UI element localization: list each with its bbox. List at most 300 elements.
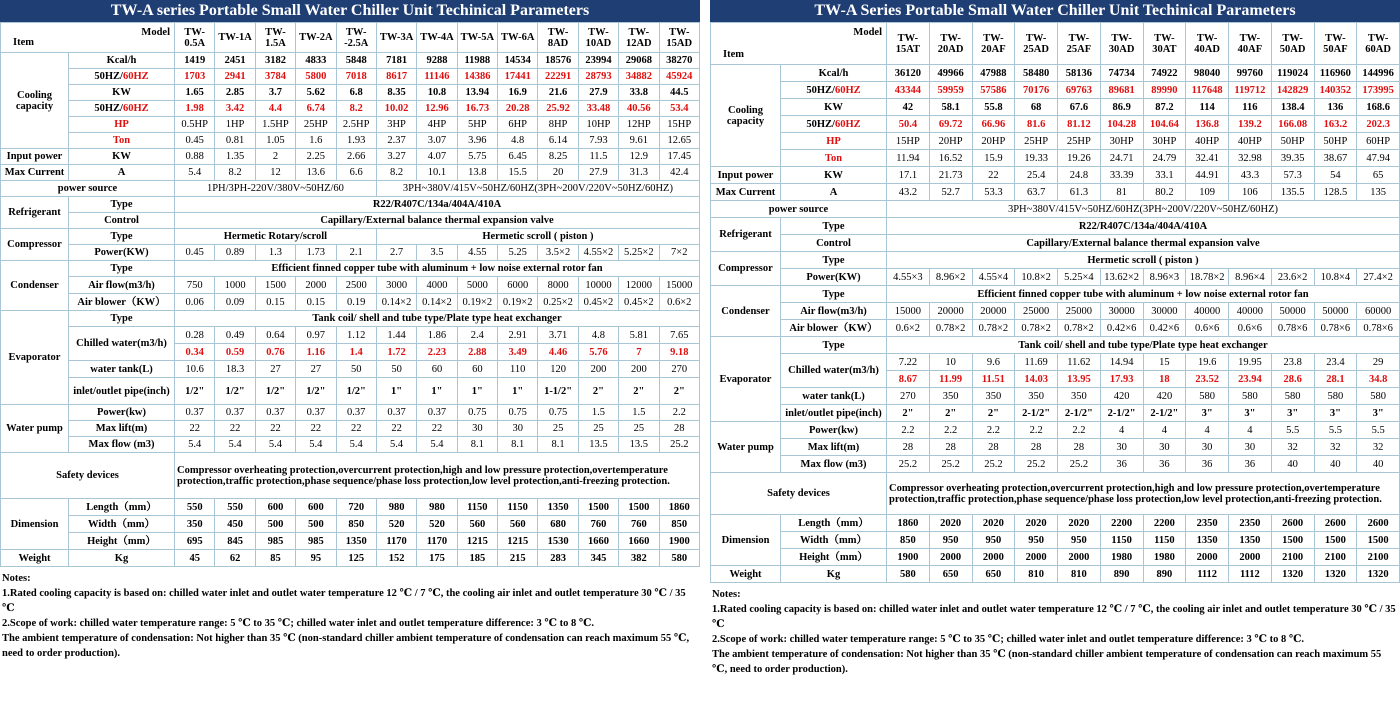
value-cell: 2-1/2": [1058, 405, 1101, 422]
value-cell: 173995: [1357, 82, 1400, 99]
value-cell: 1900: [659, 533, 700, 550]
value-cell: 2000: [929, 549, 972, 566]
value-cell: 3.71: [538, 327, 578, 344]
value-cell: 32.41: [1186, 150, 1229, 167]
value-cell: 1980: [1100, 549, 1143, 566]
value-cell: 16.52: [929, 150, 972, 167]
value-cell: 2-1/2": [1143, 405, 1186, 422]
airflow-label: Air flow(m3/h): [781, 303, 887, 320]
value-cell: 0.45×2: [619, 294, 659, 311]
value-cell: 5.81: [619, 327, 659, 344]
value-cell: 2100: [1314, 549, 1357, 566]
value-cell: 40: [1314, 456, 1357, 473]
table-row: [711, 439, 1400, 456]
value-cell: 6.74: [296, 101, 336, 117]
value-cell: 1112: [1186, 566, 1229, 583]
value-cell: 2020: [972, 515, 1015, 532]
value-cell: 117648: [1186, 82, 1229, 99]
table-row: [1, 421, 700, 437]
value-cell: 19.6: [1186, 354, 1229, 371]
value-cell: 0.78×2: [929, 320, 972, 337]
value-cell: 13.94: [457, 85, 497, 101]
table-row: [1, 213, 700, 229]
value-cell: 32.98: [1229, 150, 1272, 167]
width-label: Width（mm）: [781, 532, 887, 549]
value-cell: 850: [659, 516, 700, 533]
value-cell: 3.27: [376, 149, 416, 165]
refrigerant-type: R22/R407C/134a/404A/410A: [175, 197, 700, 213]
value-cell: 30: [1100, 439, 1143, 456]
value-cell: 1320: [1271, 566, 1314, 583]
value-cell: 420: [1143, 388, 1186, 405]
note-line: 1.Rated cooling capacity is based on: chilled water inlet and outlet water temperature 12 ℃ / 7 ℃, the cooling air inlet and outlet temperature 30 ℃ / 35 ℃: [712, 604, 1396, 630]
value-cell: 1900: [887, 549, 930, 566]
value-cell: 3": [1186, 405, 1229, 422]
value-cell: 0.76: [255, 344, 295, 361]
value-cell: 1660: [619, 533, 659, 550]
value-cell: 2.88: [457, 344, 497, 361]
value-cell: 2": [929, 405, 972, 422]
value-cell: 3.5×2: [538, 245, 578, 261]
model-name-cell: TW-3A: [376, 23, 416, 53]
value-cell: 350: [1058, 388, 1101, 405]
value-cell: 1112: [1229, 566, 1272, 583]
value-cell: 985: [296, 533, 336, 550]
value-cell: 950: [929, 532, 972, 549]
value-cell: 1.73: [296, 245, 336, 261]
value-cell: 2.4: [457, 327, 497, 344]
value-cell: 30: [457, 421, 497, 437]
value-cell: 3.5: [417, 245, 457, 261]
value-cell: 50.4: [887, 116, 930, 133]
table-row: [711, 116, 1400, 133]
value-cell: 66.96: [972, 116, 1015, 133]
value-cell: 950: [972, 532, 1015, 549]
value-cell: 3": [1271, 405, 1314, 422]
value-cell: 1.6: [296, 133, 336, 149]
value-cell: 19.95: [1229, 354, 1272, 371]
value-cell: 0.78×2: [972, 320, 1015, 337]
value-cell: 0.78×6: [1314, 320, 1357, 337]
value-cell: 20HP: [929, 133, 972, 150]
value-cell: 850: [887, 532, 930, 549]
value-cell: 60: [417, 361, 457, 378]
value-cell: 0.6×6: [1229, 320, 1272, 337]
value-cell: 2.85: [215, 85, 255, 101]
value-cell: 25.2: [659, 437, 700, 453]
value-cell: 136.8: [1186, 116, 1229, 133]
value-cell: 4HP: [417, 117, 457, 133]
value-cell: 27.4×2: [1357, 269, 1400, 286]
value-cell: 34882: [619, 69, 659, 85]
model-name-cell: TW-12AD: [619, 23, 659, 53]
value-cell: 500: [296, 516, 336, 533]
value-cell: 11.51: [972, 371, 1015, 388]
note-line: Notes:: [2, 573, 31, 584]
value-cell: 2451: [215, 53, 255, 69]
value-cell: 4.55×3: [887, 269, 930, 286]
value-cell: 50000: [1271, 303, 1314, 320]
model-name-cell: TW-1A: [215, 23, 255, 53]
value-cell: 20000: [929, 303, 972, 320]
value-cell: 18: [1143, 371, 1186, 388]
value-cell: 0.64: [255, 327, 295, 344]
value-cell: 43.3: [1229, 167, 1272, 184]
value-cell: 3": [1229, 405, 1272, 422]
value-cell: 22: [972, 167, 1015, 184]
value-cell: 29068: [619, 53, 659, 69]
table-row: [1, 550, 700, 567]
value-cell: 1350: [336, 533, 376, 550]
value-cell: 5.25×4: [1058, 269, 1101, 286]
value-cell: 21.6: [538, 85, 578, 101]
table-row: [711, 235, 1400, 252]
hz-60-label: 60HZ: [122, 103, 149, 114]
value-cell: 95: [296, 550, 336, 567]
hz-50-label: 50HZ/: [806, 84, 835, 96]
value-cell: 14.94: [1100, 354, 1143, 371]
table-row: [1, 181, 700, 197]
table-row: [1, 499, 700, 516]
value-cell: 7018: [336, 69, 376, 85]
value-cell: 4: [1143, 422, 1186, 439]
value-cell: 600: [255, 499, 295, 516]
value-cell: 28793: [578, 69, 618, 85]
value-cell: 4.55×2: [578, 245, 618, 261]
value-cell: 86.9: [1100, 99, 1143, 116]
value-cell: 38.67: [1314, 150, 1357, 167]
power-source-value: 3PH~380V/415V~50HZ/60HZ(3PH~200V/220V~50HZ/60HZ): [887, 201, 1400, 218]
value-cell: 0.19×2: [457, 294, 497, 311]
value-cell: 98040: [1186, 65, 1229, 82]
value-cell: 1": [376, 378, 416, 405]
value-cell: 420: [1100, 388, 1143, 405]
value-cell: 30: [1143, 439, 1186, 456]
value-cell: 1.72: [376, 344, 416, 361]
value-cell: 350: [175, 516, 215, 533]
right-notes: [710, 583, 1400, 677]
pump-power-label: Power(kw): [69, 405, 175, 421]
value-cell: 5.25: [498, 245, 538, 261]
value-cell: 140352: [1314, 82, 1357, 99]
water-pump-label: Water pump: [711, 422, 781, 473]
value-cell: 24.71: [1100, 150, 1143, 167]
value-cell: 4: [1186, 422, 1229, 439]
value-cell: 3.42: [215, 101, 255, 117]
value-cell: 1.98: [175, 101, 215, 117]
length-label: Length（mm）: [69, 499, 175, 516]
table-row: [1, 149, 700, 165]
value-cell: 2.37: [376, 133, 416, 149]
model-name-cell: TW-8AD: [538, 23, 578, 53]
value-cell: 28.1: [1314, 371, 1357, 388]
type-label: Type: [781, 218, 887, 235]
value-cell: 3": [1314, 405, 1357, 422]
value-cell: 18576: [538, 53, 578, 69]
value-cell: 283: [538, 550, 578, 567]
value-cell: 119712: [1229, 82, 1272, 99]
value-cell: 0.19: [336, 294, 376, 311]
value-cell: 20000: [972, 303, 1015, 320]
value-cell: 5HP: [457, 117, 497, 133]
value-cell: 30000: [1100, 303, 1143, 320]
water-pump-label: Water pump: [1, 405, 69, 453]
value-cell: 1860: [887, 515, 930, 532]
type-label: Type: [781, 337, 887, 354]
airblower-label: Air blower（KW）: [69, 294, 175, 311]
table-row: [1, 245, 700, 261]
table-row: [711, 82, 1400, 99]
value-cell: 2.25: [296, 149, 336, 165]
value-cell: 85: [255, 550, 295, 567]
value-cell: 136: [1314, 99, 1357, 116]
value-cell: 23994: [578, 53, 618, 69]
ton-label: Ton: [69, 133, 175, 149]
value-cell: 50HP: [1271, 133, 1314, 150]
model-name-cell: TW-30AD: [1100, 23, 1143, 65]
value-cell: 23.4: [1314, 354, 1357, 371]
value-cell: 52.7: [929, 184, 972, 201]
value-cell: 33.1: [1143, 167, 1186, 184]
value-cell: 30: [1186, 439, 1229, 456]
value-cell: 1150: [498, 499, 538, 516]
value-cell: 10.6: [175, 361, 215, 378]
compressor-type: Hermetic scroll ( piston ): [887, 252, 1400, 269]
value-cell: 13.5: [578, 437, 618, 453]
value-cell: 25HP: [1015, 133, 1058, 150]
value-cell: 33.39: [1100, 167, 1143, 184]
value-cell: 21.73: [929, 167, 972, 184]
value-cell: 6.14: [538, 133, 578, 149]
value-cell: 580: [887, 566, 930, 583]
condenser-type: Efficient finned copper tube with aluminum + low noise external rotor fan: [887, 286, 1400, 303]
ton-label: Ton: [781, 150, 887, 167]
value-cell: 1.5: [619, 405, 659, 421]
value-cell: 28.6: [1271, 371, 1314, 388]
weight-label: Weight: [1, 550, 69, 567]
value-cell: 33.8: [619, 85, 659, 101]
value-cell: 500: [255, 516, 295, 533]
value-cell: 50: [376, 361, 416, 378]
value-cell: 25HP: [296, 117, 336, 133]
value-cell: 0.49: [215, 327, 255, 344]
value-cell: 31.3: [619, 165, 659, 181]
value-cell: 30000: [1143, 303, 1186, 320]
value-cell: 19.33: [1015, 150, 1058, 167]
value-cell: 0.37: [417, 405, 457, 421]
pump-flow-label: Max flow (m3): [781, 456, 887, 473]
value-cell: 22: [215, 421, 255, 437]
value-cell: 9.61: [619, 133, 659, 149]
value-cell: 17.45: [659, 149, 700, 165]
value-cell: 0.14×2: [376, 294, 416, 311]
value-cell: 40000: [1229, 303, 1272, 320]
value-cell: 2000: [1015, 549, 1058, 566]
value-cell: 28: [887, 439, 930, 456]
value-cell: 5.4: [417, 437, 457, 453]
value-cell: 4.8: [578, 327, 618, 344]
value-cell: 22291: [538, 69, 578, 85]
value-cell: 0.89: [215, 245, 255, 261]
pump-lift-label: Max lift(m): [69, 421, 175, 437]
value-cell: 22: [417, 421, 457, 437]
value-cell: 0.09: [215, 294, 255, 311]
value-cell: 1.05: [255, 133, 295, 149]
value-cell: 185: [457, 550, 497, 567]
evaporator-type: Tank coil/ shell and tube type/Plate type heat exchanger: [887, 337, 1400, 354]
value-cell: 985: [255, 533, 295, 550]
value-cell: 4: [1100, 422, 1143, 439]
value-cell: 25.2: [929, 456, 972, 473]
value-cell: 2941: [215, 69, 255, 85]
table-row: [1, 101, 700, 117]
refrigerant-type: R22/R407C/134a/404A/410A: [887, 218, 1400, 235]
value-cell: 40HP: [1229, 133, 1272, 150]
value-cell: 1350: [538, 499, 578, 516]
value-cell: 11.99: [929, 371, 972, 388]
value-cell: 28: [659, 421, 700, 437]
model-name-cell: TW-0.5A: [175, 23, 215, 53]
value-cell: 23.94: [1229, 371, 1272, 388]
value-cell: 23.6×2: [1271, 269, 1314, 286]
value-cell: 382: [619, 550, 659, 567]
value-cell: 5.5: [1271, 422, 1314, 439]
value-cell: 15000: [659, 277, 700, 294]
table-row: [1, 437, 700, 453]
value-cell: 70176: [1015, 82, 1058, 99]
value-cell: 15000: [887, 303, 930, 320]
value-cell: 144996: [1357, 65, 1400, 82]
water-tank-label: water tank(L): [69, 361, 175, 378]
value-cell: 0.37: [336, 405, 376, 421]
value-cell: 0.14×2: [417, 294, 457, 311]
value-cell: 0.37: [215, 405, 255, 421]
compressor-type: Hermetic scroll ( piston ): [376, 229, 699, 245]
value-cell: 0.15: [255, 294, 295, 311]
value-cell: 25: [538, 421, 578, 437]
value-cell: 168.6: [1357, 99, 1400, 116]
value-cell: 30HP: [1100, 133, 1143, 150]
value-cell: 8.2: [215, 165, 255, 181]
value-cell: 23.52: [1186, 371, 1229, 388]
table-row: [1, 311, 700, 327]
value-cell: 750: [175, 277, 215, 294]
table-row: [711, 566, 1400, 583]
value-cell: 8.67: [887, 371, 930, 388]
right-title: TW-A Series Portable Small Water Chiller Unit Techinical Parameters: [710, 0, 1400, 22]
value-cell: 30: [1229, 439, 1272, 456]
value-cell: 2": [578, 378, 618, 405]
value-cell: 8.1: [498, 437, 538, 453]
value-cell: 580: [1186, 388, 1229, 405]
value-cell: 1150: [1100, 532, 1143, 549]
table-row: [1, 85, 700, 101]
value-cell: 980: [376, 499, 416, 516]
value-cell: 15.9: [972, 150, 1015, 167]
left-spec-table: [0, 22, 700, 567]
value-cell: 6000: [498, 277, 538, 294]
value-cell: 55.8: [972, 99, 1015, 116]
value-cell: 138.4: [1271, 99, 1314, 116]
value-cell: 81.12: [1058, 116, 1101, 133]
value-cell: 62: [215, 550, 255, 567]
item-label: Item: [723, 49, 744, 60]
model-label: Model: [853, 27, 882, 38]
value-cell: 350: [929, 388, 972, 405]
value-cell: 2020: [929, 515, 972, 532]
value-cell: 845: [215, 533, 255, 550]
cooling-capacity-label: Cooling capacity: [711, 65, 781, 167]
value-cell: 53.3: [972, 184, 1015, 201]
power-source-label: power source: [1, 181, 175, 197]
value-cell: 350: [1015, 388, 1058, 405]
value-cell: 18.3: [215, 361, 255, 378]
value-cell: 22: [336, 421, 376, 437]
value-cell: 5800: [296, 69, 336, 85]
safety-devices-label: Safety devices: [1, 453, 175, 499]
value-cell: 163.2: [1314, 116, 1357, 133]
table-row: [1, 378, 700, 405]
value-cell: 1.5: [578, 405, 618, 421]
value-cell: 15.5: [498, 165, 538, 181]
value-cell: 8000: [538, 277, 578, 294]
value-cell: 152: [376, 550, 416, 567]
evaporator-label: Evaporator: [711, 337, 781, 422]
value-cell: 0.6×2: [887, 320, 930, 337]
value-cell: 27.9: [578, 165, 618, 181]
value-cell: 25.2: [972, 456, 1015, 473]
table-row: [711, 133, 1400, 150]
value-cell: 60HP: [1357, 133, 1400, 150]
value-cell: 0.6×6: [1186, 320, 1229, 337]
value-cell: 2000: [972, 549, 1015, 566]
max-current-unit: A: [69, 165, 175, 181]
value-cell: 25.2: [887, 456, 930, 473]
value-cell: 450: [215, 516, 255, 533]
value-cell: 980: [417, 499, 457, 516]
value-cell: 950: [1015, 532, 1058, 549]
value-cell: 2": [659, 378, 700, 405]
value-cell: 10.8×2: [1015, 269, 1058, 286]
control-label: Control: [69, 213, 175, 229]
value-cell: 0.42×6: [1143, 320, 1186, 337]
value-cell: 36: [1229, 456, 1272, 473]
value-cell: 104.28: [1100, 116, 1143, 133]
model-name-cell: TW-20AD: [929, 23, 972, 65]
model-name-cell: TW-25AD: [1015, 23, 1058, 65]
note-line: 2.Scope of work: chilled water temperature range: 5 ℃ to 35 ℃; chilled water inlet and outlet temperature difference: 3 ℃ to 8 ℃.: [2, 618, 595, 629]
value-cell: 3784: [255, 69, 295, 85]
condenser-type: Efficient finned copper tube with aluminum + low noise external rotor fan: [175, 261, 700, 277]
value-cell: 2.2: [929, 422, 972, 439]
value-cell: 1320: [1314, 566, 1357, 583]
value-cell: 1980: [1143, 549, 1186, 566]
value-cell: 8.96×3: [1143, 269, 1186, 286]
value-cell: 25: [619, 421, 659, 437]
value-cell: 60: [457, 361, 497, 378]
value-cell: 139.2: [1229, 116, 1272, 133]
value-cell: 11.69: [1015, 354, 1058, 371]
table-row: [1, 69, 700, 85]
value-cell: 7181: [376, 53, 416, 69]
value-cell: 2500: [336, 277, 376, 294]
table-row: [711, 337, 1400, 354]
value-cell: 1530: [538, 533, 578, 550]
value-cell: 11.94: [887, 150, 930, 167]
value-cell: 2020: [1058, 515, 1101, 532]
value-cell: 1660: [578, 533, 618, 550]
input-power-label: Input power: [1, 149, 69, 165]
